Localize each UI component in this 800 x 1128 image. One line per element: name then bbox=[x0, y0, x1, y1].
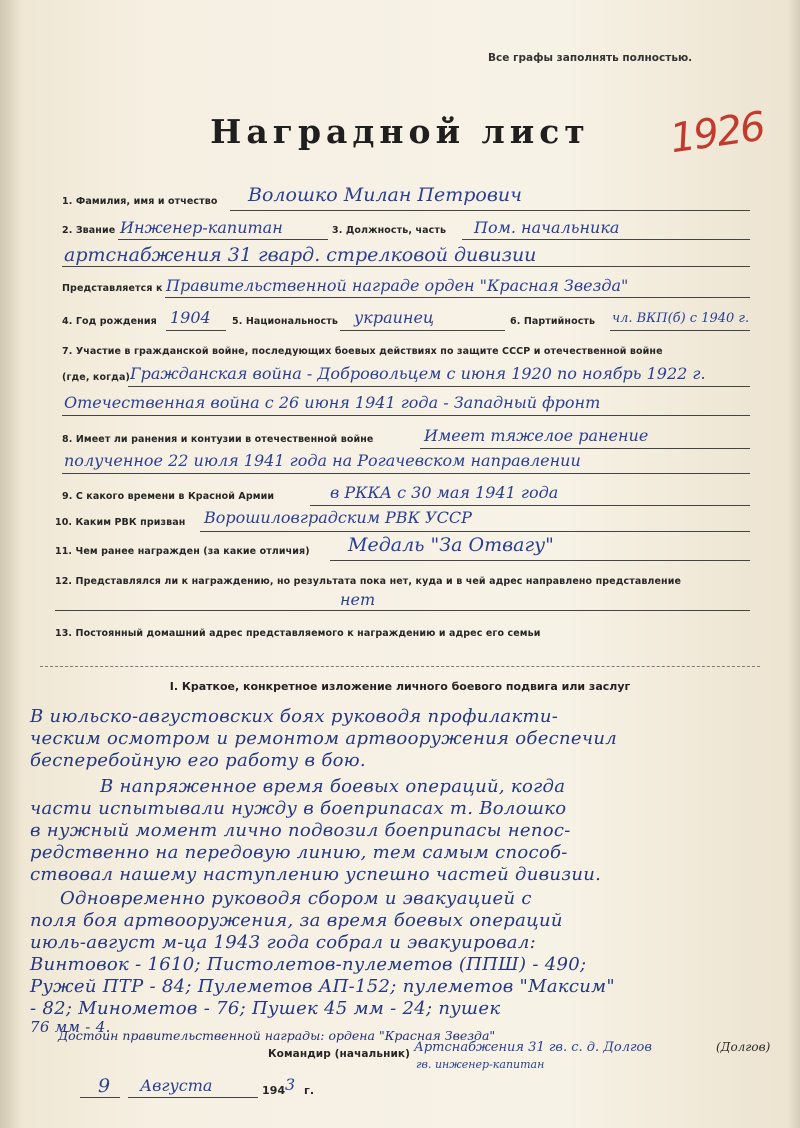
section-title: I. Краткое, конкретное изложение личного боевого подвига или заслуг bbox=[169, 680, 631, 693]
field-3-value: Пом. начальника bbox=[474, 218, 620, 237]
field-2-rule bbox=[118, 239, 328, 240]
fill-all-note: Все графы заполнять полностью. bbox=[488, 52, 693, 64]
field-5-rule bbox=[340, 330, 505, 331]
narrative-line: - 82; Минометов - 76; Пушек 45 мм - 24; пушек bbox=[30, 998, 501, 1019]
field-8-rule-1 bbox=[420, 448, 750, 449]
represented-rule bbox=[165, 297, 750, 298]
field-6-value: чл. ВКП(б) с 1940 г. bbox=[612, 311, 750, 326]
field-7-rule-2 bbox=[62, 415, 750, 416]
field-4-value: 1904 bbox=[170, 308, 211, 327]
narrative-line: бесперебойную его работу в бою. bbox=[30, 750, 366, 771]
date-year-suffix: 3 bbox=[285, 1075, 296, 1094]
date-year-prefix: 194 bbox=[262, 1084, 286, 1097]
document-title: Наградной лист bbox=[210, 112, 590, 151]
paper-edge-right bbox=[786, 0, 800, 1128]
field-8-rule-2 bbox=[62, 473, 750, 474]
field-9-label: 9. С какого времени в Красной Армии bbox=[62, 491, 275, 502]
field-10-rule bbox=[200, 531, 750, 532]
field-7-value-2: Отечественная война с 26 июня 1941 года - Западный фронт bbox=[64, 393, 601, 412]
field-11-rule bbox=[330, 560, 750, 561]
conclusion: Достоин правительственной награды: ордена "Красная Звезда" bbox=[58, 1028, 496, 1043]
field-12-value: нет bbox=[340, 590, 376, 609]
narrative-line: поля боя артвооружения, за время боевых операций bbox=[30, 910, 563, 931]
field-1-value: Волошко Милан Петрович bbox=[248, 184, 522, 206]
field-4-rule bbox=[166, 330, 226, 331]
field-8-value-2: полученное 22 июля 1941 года на Рогачевском направлении bbox=[64, 451, 581, 470]
field-7-rule-1 bbox=[128, 386, 750, 387]
signature-name: (Долгов) bbox=[716, 1040, 771, 1054]
narrative-line: Одновременно руководя сбором и эвакуацией с bbox=[60, 888, 532, 909]
field-10-label: 10. Каким РВК призван bbox=[55, 517, 186, 528]
field-6-rule bbox=[610, 330, 750, 331]
field-11-value: Медаль "За Отвагу" bbox=[348, 534, 554, 556]
paper-edge-left bbox=[0, 0, 22, 1128]
narrative-line: ческим осмотром и ремонтом артвооружения обеспечил bbox=[30, 728, 618, 749]
date-month: Августа bbox=[140, 1076, 213, 1095]
commander-label: Командир (начальник) bbox=[268, 1048, 411, 1060]
field-7-value-1: Гражданская война - Добровольцем с июня 1920 по ноябрь 1922 г. bbox=[130, 364, 706, 383]
date-month-rule bbox=[128, 1097, 258, 1098]
section-separator bbox=[40, 666, 760, 667]
signature-line-2: гв. инженер-капитан bbox=[416, 1058, 545, 1071]
narrative-line: части испытывали нужду в боеприпасах т. Волошко bbox=[30, 798, 567, 819]
field-9-rule bbox=[310, 505, 750, 506]
narrative-line: ствовал нашему наступлению успешно частей дивизии. bbox=[30, 864, 602, 885]
field-12-rule bbox=[55, 610, 750, 611]
narrative-line: В июльско-августовских боях руководя профилакти- bbox=[30, 706, 559, 727]
field-3-value-cont: артснабжения 31 гвард. стрелковой дивизии bbox=[64, 244, 537, 266]
field-1-label: 1. Фамилия, имя и отчество bbox=[62, 196, 218, 207]
date-year-g: г. bbox=[304, 1084, 315, 1097]
narrative-line: июль-август м-ца 1943 года собрал и эвакуировал: bbox=[30, 932, 536, 953]
field-5-value: украинец bbox=[354, 308, 435, 327]
field-3-label: 3. Должность, часть bbox=[332, 225, 447, 236]
field-3-rule-cont bbox=[62, 266, 750, 267]
field-12-label: 12. Представлялся ли к награждению, но результата пока нет, куда и в чей адрес направлено представление bbox=[55, 576, 681, 587]
field-2-value: Инженер-капитан bbox=[120, 218, 283, 237]
field-1-rule bbox=[230, 210, 750, 211]
date-day: 9 bbox=[98, 1075, 111, 1097]
field-2-label: 2. Звание bbox=[62, 225, 116, 236]
represented-label: Представляется к bbox=[62, 283, 163, 294]
field-5-label: 5. Национальность bbox=[232, 316, 338, 327]
signature-line-1: Артснабжения 31 гв. с. д. Долгов bbox=[414, 1040, 652, 1055]
narrative-line: В напряженное время боевых операций, когда bbox=[100, 776, 566, 797]
field-11-label: 11. Чем ранее награжден (за какие отличия) bbox=[55, 546, 310, 557]
field-7-label: 7. Участие в гражданской войне, последующих боевых действиях по защите СССР и отечественной войне bbox=[62, 346, 663, 357]
narrative-line: Винтовок - 1610; Пистолетов-пулеметов (ППШ) - 490; bbox=[30, 954, 587, 975]
narrative-line: редственно на передовую линию, тем самым способ- bbox=[30, 842, 568, 863]
date-day-rule bbox=[80, 1097, 120, 1098]
narrative-line: в нужный момент лично подвозил боеприпасы непос- bbox=[30, 820, 571, 841]
field-6-label: 6. Партийность bbox=[510, 316, 596, 327]
field-8-value-1: Имеет тяжелое ранение bbox=[424, 426, 649, 445]
field-9-value: в РККА с 30 мая 1941 года bbox=[330, 483, 559, 502]
field-8-label: 8. Имеет ли ранения и контузии в отечественной войне bbox=[62, 434, 374, 445]
narrative-line: 76 мм - 4. bbox=[30, 1018, 111, 1036]
field-7-label-2: (где, когда) bbox=[62, 372, 130, 383]
red-ink-number: 1926 bbox=[667, 103, 767, 163]
field-10-value: Ворошиловградским РВК УССР bbox=[204, 508, 472, 527]
represented-value: Правительственной награде орден "Красная Звезда" bbox=[166, 276, 629, 295]
field-4-label: 4. Год рождения bbox=[62, 316, 157, 327]
field-3-rule bbox=[462, 239, 750, 240]
narrative-line: Ружей ПТР - 84; Пулеметов АП-152; пулеметов "Максим" bbox=[30, 976, 615, 997]
field-13-label: 13. Постоянный домашний адрес представляемого к награждению и адрес его семьи bbox=[55, 628, 541, 639]
